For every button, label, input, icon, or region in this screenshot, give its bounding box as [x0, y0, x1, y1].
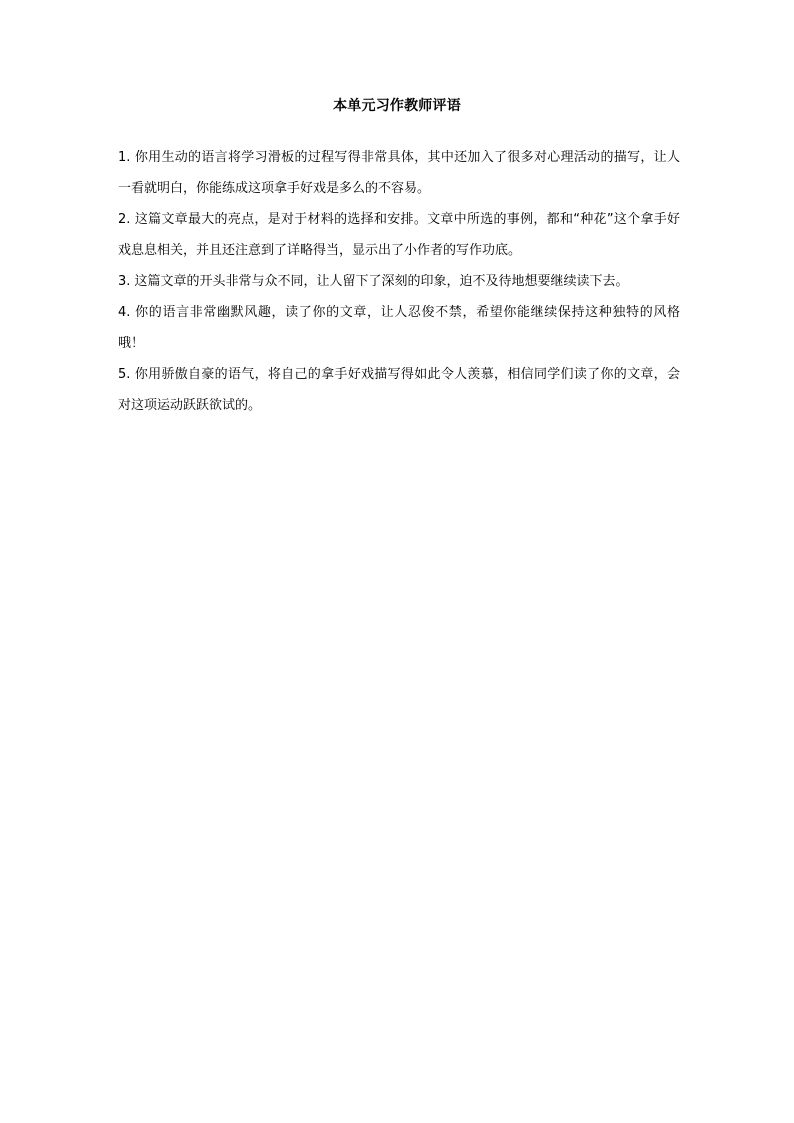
comment-item-4: 4. 你的语言非常幽默风趣，读了你的文章，让人忍俊不禁，希望你能继续保持这种独特的风格哦！	[118, 305, 680, 351]
comment-item-2: 2. 这篇文章最大的亮点，是对于材料的选择和安排。文章中所选的事例，都和“种花”这个拿手好戏息息相关，并且还注意到了详略得当，显示出了小作者的写作功底。	[118, 212, 680, 258]
document-title: 本单元习作教师评语	[333, 98, 461, 114]
comment-item-3: 3. 这篇文章的开头非常与众不同，让人留下了深刻的印象，迫不及待地想要继续读下去。	[118, 274, 629, 289]
comment-list	[118, 142, 680, 421]
comment-item-1: 1. 你用生动的语言将学习滑板的过程写得非常具体，其中还加入了很多对心理活动的描写，让人一看就明白，你能练成这项拿手好戏是多么的不容易。	[118, 150, 680, 196]
comment-item-5: 5. 你用骄傲自豪的语气，将自己的拿手好戏描写得如此令人羡慕，相信同学们读了你的文章，会对这项运动跃跃欲试的。	[118, 367, 680, 413]
